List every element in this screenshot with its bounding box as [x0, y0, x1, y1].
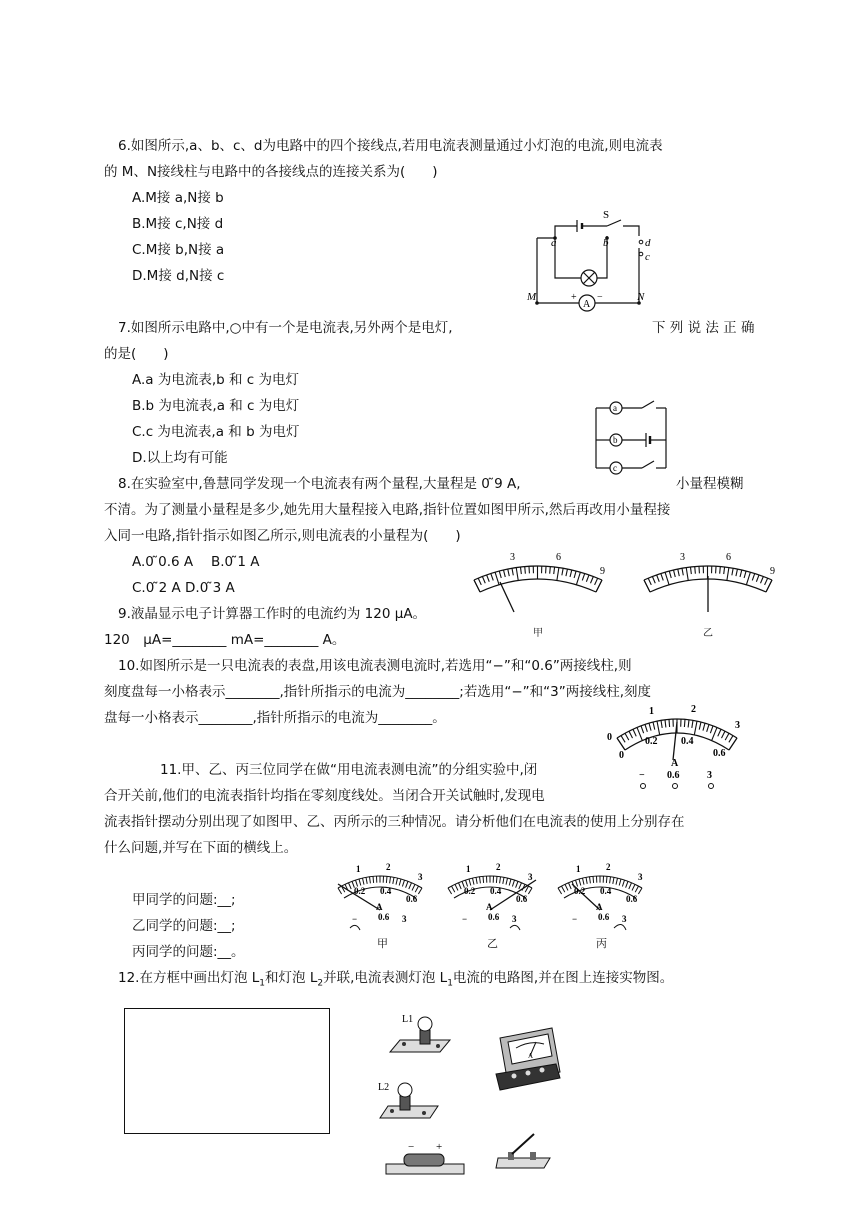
q7-option-a: A.a 为电流表,b 和 c 为电灯: [132, 372, 300, 388]
q10-label-unit: A: [671, 758, 679, 769]
q8-yi-label-9: 9: [770, 566, 775, 577]
dial-tick: [399, 879, 401, 885]
q11-answer-yi: 乙同学的问题:__;: [132, 918, 236, 934]
dial-tick: [448, 888, 452, 894]
dial-tick: [393, 877, 394, 884]
dial-tick: [649, 723, 651, 730]
dial-tick: [569, 883, 572, 889]
dial-tick: [661, 720, 662, 728]
dial-tick: [720, 567, 721, 574]
q12-sub-3: 1: [447, 978, 453, 989]
dial-tick: [638, 888, 642, 894]
dial-tick: [648, 578, 651, 585]
dial-tick: [684, 719, 685, 727]
q8-caption-jia: 甲: [533, 628, 543, 639]
q8-caption-yi: 乙: [703, 628, 713, 639]
dial-tick: [516, 568, 518, 581]
dial-tick: [570, 570, 572, 577]
q6-option-b: B.M接 c,N接 d: [132, 216, 224, 232]
dial-tick: [657, 575, 660, 582]
q6-label-minus: −: [597, 292, 603, 303]
dial-tick: [637, 727, 642, 740]
q8-jia-label-6: 6: [556, 552, 561, 563]
terminal-0.6: 0.6: [488, 912, 500, 922]
dial-tick: [455, 884, 458, 890]
dial-tick: [619, 879, 621, 885]
dial-tick: [409, 883, 412, 889]
terminal-0.6: 0.6: [598, 912, 610, 922]
dial-label-1: 1: [576, 864, 581, 874]
dial-tick: [469, 879, 471, 885]
dial-tick: [752, 574, 754, 581]
dial-tick: [744, 571, 746, 578]
dial-tick: [557, 568, 559, 581]
q12-lamp-l1: [380, 1010, 460, 1060]
lead-wire: [350, 925, 360, 930]
dial-tick: [669, 571, 671, 578]
q6-option-c: C.M接 b,N接 a: [132, 242, 225, 258]
dial-label-0.4: 0.4: [490, 886, 502, 896]
q12-switch: [494, 1128, 554, 1174]
dial-tick: [499, 571, 501, 578]
dial-tick: [366, 877, 367, 884]
dial-tick: [512, 880, 514, 886]
q8-stem-line-1: 8.在实验室中,鲁慧同学发现一个电流表有两个量程,大量程是 0 ̃9 A,: [118, 476, 521, 492]
q12-drawing-box[interactable]: [124, 1008, 330, 1134]
dial-tick: [736, 569, 738, 576]
dial-tick: [616, 878, 618, 884]
dial-tick: [669, 719, 670, 727]
q10-terminal-3: 3: [707, 770, 712, 781]
q10-label-0.4: 0.4: [681, 736, 694, 747]
dial-tick: [690, 567, 691, 574]
dial-tick: [703, 723, 705, 730]
q12-sub-2: 2: [317, 978, 324, 989]
q11-stem-line-1: 11.甲、乙、丙三位同学在做“用电流表测电流”的分组实验中,闭: [160, 762, 538, 778]
dial-tick: [645, 724, 647, 731]
dial-tick: [725, 733, 729, 740]
dial-tick: [386, 876, 387, 883]
terminal-3: 3: [512, 914, 517, 924]
dial-tick: [625, 733, 629, 740]
dial-tick: [661, 574, 663, 581]
q12-stem: [118, 968, 673, 994]
q7-label-c: c: [613, 463, 617, 473]
dial-tick: [396, 878, 398, 884]
dial-tick: [765, 578, 768, 585]
dial-tick: [586, 877, 587, 884]
dial-tick: [740, 570, 742, 577]
dial-tick: [480, 877, 481, 884]
dial-tick: [504, 570, 506, 577]
q6-option-d: D.M接 d,N接 c: [132, 268, 225, 284]
dial-tick: [593, 876, 594, 883]
dial-label-0.6: 0.6: [626, 894, 638, 904]
dial-tick: [590, 577, 593, 584]
dial-tick: [583, 878, 585, 884]
dial-tick: [695, 567, 696, 574]
dial-tick: [459, 883, 462, 889]
dial-tick: [586, 575, 589, 582]
dial-tick: [756, 575, 759, 582]
dial-tick: [476, 877, 477, 884]
dial-unit: A: [486, 902, 493, 912]
dial-tick: [482, 577, 485, 584]
dial-label-2: 2: [386, 862, 391, 872]
dial-tick: [732, 568, 733, 575]
q12-label-l1: L1: [402, 1014, 414, 1025]
q7-stem-right: 下 列 说 法 正 确: [652, 320, 755, 336]
q12-stem-a: 12.在方框中画出灯泡 L: [118, 970, 260, 986]
q8-jia-label-3: 3: [510, 552, 515, 563]
dial-label-3: 3: [418, 872, 423, 882]
q10-label-0.6: 0.6: [713, 748, 726, 759]
terminal-minus: −: [572, 914, 578, 924]
dial-tick: [665, 720, 666, 728]
dial-tick: [519, 883, 522, 889]
q12-label-l2: L2: [378, 1082, 390, 1093]
q11-stem-line-4: 什么问题,并写在下面的横线上。: [104, 840, 298, 856]
q11-caption-jia: 甲: [377, 937, 388, 950]
dial-tick: [596, 580, 602, 592]
dial-label-0.2: 0.2: [574, 886, 586, 896]
q11-stem-line-2: 合开关前,他们的电流表指针均指在零刻度线处。当闭合开关试触时,发现电: [104, 788, 545, 804]
dial-label-0.6: 0.6: [406, 894, 418, 904]
dial-tick: [712, 727, 717, 740]
q10-label-2: 2: [691, 704, 696, 715]
dial-tick: [528, 888, 532, 894]
q6-label-s: S: [603, 209, 610, 221]
q6-label-b: b: [603, 237, 609, 249]
dial-tick: [402, 880, 404, 886]
dial-tick: [590, 877, 591, 884]
dial-tick: [363, 878, 365, 884]
q11-answer-bing: 丙同学的问题:__。: [132, 944, 245, 960]
dial-tick: [626, 881, 628, 887]
terminal-3: 3: [402, 914, 407, 924]
dial-label-1: 1: [466, 864, 471, 874]
dial-tick: [629, 883, 632, 889]
dial-tick: [721, 731, 725, 738]
dial-tick: [520, 567, 521, 574]
q6-label-d: d: [645, 237, 651, 249]
dial-tick: [582, 574, 584, 581]
q7-option-d: D.以上均有可能: [132, 450, 228, 466]
terminal-minus: −: [352, 914, 358, 924]
dial-tick: [418, 888, 422, 894]
q11-caption-yi: 乙: [487, 937, 498, 950]
q12-ammeter-device: [490, 1022, 570, 1102]
dial-label-2: 2: [496, 862, 501, 872]
q8-options-row-2: C.0 ̃2 A D.0 ̃3 A: [132, 580, 235, 596]
q11-stem-line-3: 流表指针摆动分别出现了如图甲、乙、丙所示的三种情况。请分析他们在电流表的使用上分别存在: [104, 814, 685, 830]
dial-tick: [487, 575, 490, 582]
terminal-3: 3: [622, 914, 627, 924]
dial-tick: [674, 570, 676, 577]
dial-tick: [496, 876, 497, 883]
dial-tick: [516, 881, 518, 887]
dial-tick: [686, 568, 688, 581]
q7-stem-line-2: 的是( ): [104, 346, 169, 362]
dial-tick: [718, 729, 721, 736]
dial-tick: [474, 580, 480, 592]
dial-tick: [665, 572, 669, 585]
q6-label-plus: +: [571, 292, 577, 303]
lead-wire: [614, 924, 626, 930]
dial-tick: [727, 568, 729, 581]
q6-label-c: c: [645, 251, 650, 263]
dial-tick: [606, 876, 607, 883]
dial-label-0.4: 0.4: [600, 886, 612, 896]
dial-tick: [621, 736, 625, 743]
dial-tick: [629, 731, 633, 738]
dial-tick: [688, 720, 689, 728]
dial-label-0.2: 0.2: [464, 886, 476, 896]
dial-tick: [729, 736, 733, 743]
q6-label-a: a: [551, 237, 557, 249]
q8-stem-line-3: 入同一电路,指针指示如图乙所示,则电流表的小量程为( ): [104, 528, 461, 544]
q12-ammeter-label: A: [528, 1052, 534, 1060]
dial-tick: [766, 580, 772, 592]
dial-tick: [349, 883, 352, 889]
dial-tick: [724, 567, 725, 574]
q10-label-zero-bottom: 0: [619, 750, 624, 761]
lead-wire: [510, 925, 520, 930]
q10-terminal-minus: −: [639, 770, 645, 781]
q9-fill: 120 μA=________ mA=________ A。: [104, 632, 346, 648]
q6-option-a: A.M接 a,N接 b: [132, 190, 224, 206]
dial-tick: [760, 577, 763, 584]
q6-label-n: N: [637, 291, 645, 303]
terminal-0.6: 0.6: [378, 912, 390, 922]
dial-tick: [692, 720, 693, 728]
q12-battery-plus: +: [436, 1141, 443, 1153]
dial-tick: [707, 724, 709, 731]
q6-label-m: M: [527, 291, 537, 303]
q10-stem-line-2: 刻度盘每一小格表示________,指针所指示的电流为________;若选用“−”和“3”两接线柱,刻度: [104, 684, 652, 700]
dial-tick: [562, 568, 563, 575]
q12-stem-b: 和灯泡 L: [265, 970, 318, 986]
terminal-minus: −: [462, 914, 468, 924]
q10-label-1: 1: [649, 706, 654, 717]
dial-tick: [406, 881, 408, 887]
dial-tick: [682, 568, 683, 575]
q10-label-0.2: 0.2: [645, 736, 658, 747]
dial-tick: [566, 569, 568, 576]
dial-tick: [500, 877, 501, 884]
dial-tick: [622, 880, 624, 886]
q12-sub-1: 1: [259, 978, 266, 989]
q11-caption-bing: 丙: [596, 937, 607, 950]
q7-stem-line-1: 7.如图所示电路中,○中有一个是电流表,另外两个是电灯,: [118, 320, 453, 336]
dial-tick: [495, 572, 499, 585]
dial-tick: [415, 886, 418, 892]
dial-label-0.2: 0.2: [354, 886, 366, 896]
dial-tick: [370, 877, 371, 884]
q7-label-a: a: [613, 403, 617, 413]
q7-label-b: b: [613, 435, 618, 445]
q8-stem-right: 小量程模糊: [676, 476, 744, 492]
q8-meter-yi: [632, 546, 782, 618]
dial-tick: [508, 569, 510, 576]
dial-tick: [452, 886, 455, 892]
q8-yi-label-3: 3: [680, 552, 685, 563]
q10-meter-dial: [605, 700, 755, 792]
dial-tick: [632, 884, 635, 890]
q10-terminal-0.6: 0.6: [667, 770, 680, 781]
q6-circuit-figure: [525, 208, 675, 318]
dial-label-3: 3: [528, 872, 533, 882]
dial-tick: [635, 886, 638, 892]
q12-battery-minus: −: [408, 1141, 415, 1153]
dial-tick: [657, 721, 660, 735]
dial-tick: [506, 878, 508, 884]
dial-tick: [565, 884, 568, 890]
q9-stem: 9.液晶显示电子计算器工作时的电流约为 120 μA。: [118, 606, 427, 622]
dial-tick: [653, 722, 655, 730]
dial-tick: [652, 577, 655, 584]
dial-tick: [554, 567, 555, 574]
q6-stem-line-1: 6.如图所示,a、b、c、d为电路中的四个接线点,若用电流表测量通过小灯泡的电流,则电流表: [118, 138, 663, 154]
dial-tick: [610, 877, 611, 884]
dial-label-0.4: 0.4: [380, 886, 392, 896]
q11-answer-jia: 甲同学的问题:__;: [132, 892, 236, 908]
dial-tick: [574, 571, 576, 578]
q6-label-ammeter: A: [583, 299, 591, 310]
dial-tick: [699, 722, 701, 730]
q8-jia-label-9: 9: [600, 566, 605, 577]
q7-option-c: C.c 为电流表,a 和 b 为电灯: [132, 424, 300, 440]
q6-stem-line-2: 的 M、N接线柱与电路中的各接线点的连接关系为( ): [104, 164, 438, 180]
q10-label-3: 3: [735, 720, 740, 731]
q10-stem-line-3: 盘每一小格表示________,指针所指示的电流为________。: [104, 710, 446, 726]
dial-tick: [576, 572, 580, 585]
dial-tick: [678, 569, 680, 576]
q8-stem-line-2: 不清。为了测量小量程是多少,她先用大量程接入电路,指针位置如图甲所示,然后再改用小量程接: [104, 502, 671, 518]
dial-tick: [694, 721, 697, 735]
dial-tick: [412, 884, 415, 890]
dial-tick: [613, 877, 614, 884]
q12-stem-d: 电流的电路图,并在图上连接实物图。: [452, 970, 674, 986]
q8-yi-label-6: 6: [726, 552, 731, 563]
q10-label-zero-top: 0: [607, 732, 612, 743]
dial-tick: [558, 888, 562, 894]
dial-tick: [641, 726, 644, 733]
dial-tick: [644, 580, 650, 592]
dial-tick: [359, 879, 361, 885]
dial-tick: [473, 878, 475, 884]
dial-tick: [509, 879, 511, 885]
dial-tick: [710, 726, 713, 733]
dial-tick: [338, 888, 342, 894]
dial-tick: [478, 578, 481, 585]
q7-option-b: B.b 为电流表,a 和 c 为电灯: [132, 398, 300, 414]
dial-label-1: 1: [356, 864, 361, 874]
q12-battery: [380, 1140, 470, 1180]
dial-tick: [483, 876, 484, 883]
dial-unit: A: [376, 902, 383, 912]
dial-tick: [503, 877, 504, 884]
dial-unit: A: [596, 902, 603, 912]
dial-tick: [550, 567, 551, 574]
dial-label-3: 3: [638, 872, 643, 882]
dial-tick: [746, 572, 750, 585]
q10-stem-line-1: 10.如图所示是一只电流表的表盘,用该电流表测电流时,若选用“−”和“0.6”两接线柱,则: [118, 658, 632, 674]
dial-tick: [525, 567, 526, 574]
dial-tick: [373, 876, 374, 883]
dial-label-0.6: 0.6: [516, 894, 528, 904]
dial-label-2: 2: [606, 862, 611, 872]
q8-options-row-1: A.0 ̃0.6 A B.0 ̃1 A: [132, 554, 260, 570]
q7-circuit-figure: [588, 396, 678, 478]
dial-tick: [390, 877, 391, 884]
dial-tick: [595, 578, 598, 585]
dial-tick: [562, 886, 565, 892]
dial-tick: [512, 568, 513, 575]
q12-lamp-l2: [372, 1076, 452, 1126]
q12-stem-c: 并联,电流表测灯泡 L: [323, 970, 448, 986]
q8-meter-jia: [462, 546, 612, 618]
dial-tick: [633, 729, 636, 736]
dial-tick: [491, 574, 493, 581]
dial-tick: [579, 879, 581, 885]
